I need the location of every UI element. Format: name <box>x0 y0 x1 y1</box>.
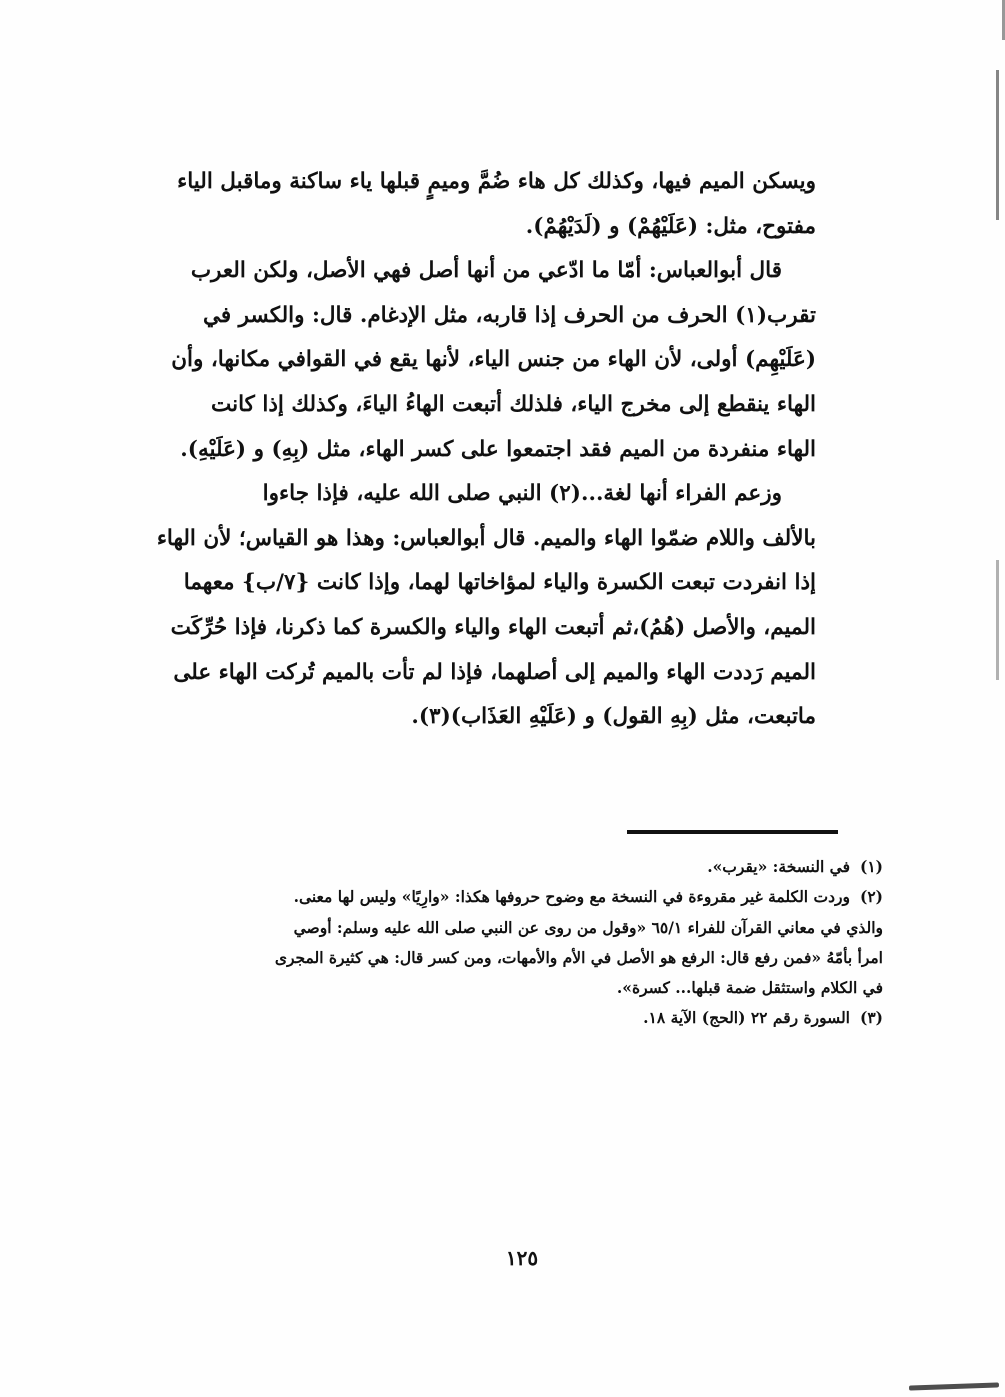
text-line: ماتبعت، مثل (بِهِ القول) و (عَلَيْهِ العَذَاب)(٣). <box>411 704 816 730</box>
footnote-text: والذي في معاني القرآن للفراء ٦٥/١ «وقول من روى عن النبي صلى الله عليه وسلم: أوصي <box>293 917 883 937</box>
footnote-text: وردت الكلمة غير مقروءة في النسخة مع وضوح حروفها هكذا: «وارِيًا» وليس لها معنى. <box>293 887 850 907</box>
text-line: (عَلَيْهِم) أولى، لأن الهاء من جنس الياء، لأنها يقع في القوافي مكانها، وأن <box>171 347 816 373</box>
text-line: قال أبوالعباس: أمّا ما ادّعي من أنها أصل فهي الأصل، ولكن العرب <box>190 258 782 284</box>
paragraph-3 <box>156 472 816 740</box>
scan-edge-mark <box>996 70 999 220</box>
text-line: إذا انفردت تبعت الكسرة والياء لمؤاخاتها لهما، وإذا كانت {٧/ب} معهما <box>183 570 816 596</box>
footnote-text: امرأ بأمّهُ «فمن رفع قال: الرفع هو الأصل في الأم والأمهات، ومن كسر قال: هي كثيرة المجرى <box>274 947 883 967</box>
footnote-text: في الكلام واستثقل ضمة قبلها... كسرة». <box>616 978 883 998</box>
footnote-text: في النسخة: «يقرب». <box>707 857 850 876</box>
footnote-2 <box>186 882 883 912</box>
scan-edge-mark <box>996 560 999 680</box>
footnote-separator <box>627 830 838 834</box>
text-line: الهاء منفردة من الميم فقد اجتمعوا على كسر الهاء، مثل (بِهِ) و (عَلَيْهِ). <box>180 436 816 462</box>
footnote-2-continuation <box>186 913 883 943</box>
text-line: الميم رَددت الهاء والميم إلى أصلهما، فإذا لم تأت بالميم تُركت الهاء على <box>173 659 816 685</box>
text-line: الميم، والأصل (هُمُ)،ثم أتبعت الهاء والياء والكسرة كما ذكرنا، فإذا حُرِّكَت <box>170 614 816 640</box>
text-line: وزعم الفراء أنها لغة...(٢) النبي صلى الله عليه، فإذا جاءوا <box>262 481 782 507</box>
page-number: ١٢٥ <box>505 1246 539 1270</box>
footnote-number: (٢) <box>859 887 883 907</box>
scan-corner-mark <box>909 1382 999 1390</box>
text-line: ويسكن الميم فيها، وكذلك كل هاء ضُمَّ وميمٍ قبلها ياء ساكنة وماقبل الياء <box>177 169 816 194</box>
text-line: تقرب(١) الحرف من الحرف إذا قاربه، مثل الإدغام. قال: والكسر في <box>203 302 816 328</box>
text-line: الهاء ينقطع إلى مخرج الياء، فلذلك أتبعت الهاءُ الياءَ، وكذلك إذا كانت <box>210 391 816 417</box>
paragraph-1 <box>177 160 816 249</box>
footnotes <box>186 852 883 1034</box>
text-line: مفتوح، مثل: (عَلَيْهُمْ) و (لَدَيْهُمْ). <box>525 213 816 239</box>
main-body-text <box>156 160 816 740</box>
paragraph-2 <box>171 249 816 472</box>
footnote-3 <box>186 1003 883 1033</box>
footnote-2-continuation <box>186 943 883 973</box>
footnote-1 <box>186 852 883 882</box>
footnote-2-continuation <box>186 973 883 1003</box>
footnote-number: (١) <box>859 857 883 876</box>
footnote-text: السورة رقم ٢٢ (الحج) الآية ١٨. <box>643 1008 850 1028</box>
scan-edge-mark-top <box>991 0 1005 40</box>
text-line: بالألف واللام ضمّوا الهاء والميم. قال أبوالعباس: وهذا هو القياس؛ لأن الهاء <box>156 525 816 551</box>
footnote-number: (٣) <box>859 1008 883 1028</box>
